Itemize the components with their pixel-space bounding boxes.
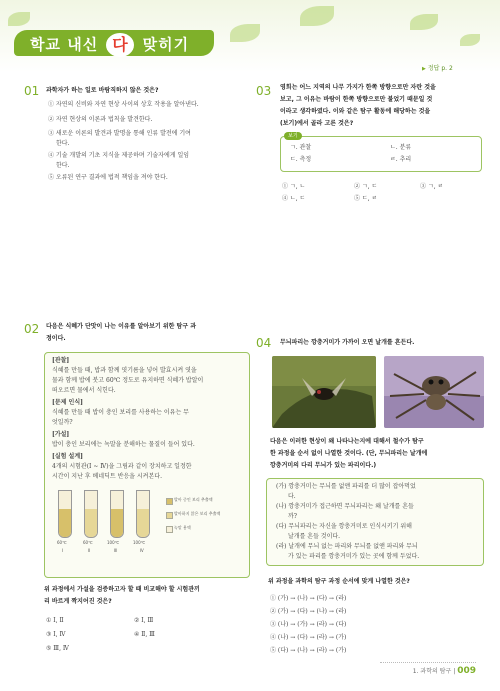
question-text-line: 이라고 생각하였다. 이와 같은 탐구 활동에 해당하는 것을 xyxy=(280,108,431,115)
question-number: 02 xyxy=(24,322,40,336)
option-5[interactable]: ⑤ ㄷ, ㄹ xyxy=(354,195,378,202)
tube-temp: 100℃ xyxy=(107,540,120,545)
box-line: [실험 설계] xyxy=(52,453,83,460)
spider-photo xyxy=(384,356,484,428)
legend-swatch xyxy=(166,512,173,519)
test-tube xyxy=(58,490,72,538)
option-5[interactable]: ⑤ (다) → (나) → (라) → (가) xyxy=(270,647,347,654)
question-number: 04 xyxy=(256,336,272,350)
title-suffix: 맞히기 xyxy=(142,35,190,54)
option-2[interactable]: ② (가) → (다) → (나) → (라) xyxy=(270,608,347,615)
option-3[interactable]: ③ 새로운 이론의 발견과 발명을 통해 인류 발전에 기여 xyxy=(48,130,191,137)
box-line: 엇일까? xyxy=(52,419,73,426)
box-line: (라) 날개에 무늬 없는 파리와 무늬를 없앤 파리와 무늬 xyxy=(276,543,418,550)
tube-temp: 100℃ xyxy=(133,540,146,545)
option-4[interactable]: ④ Ⅱ, Ⅲ xyxy=(134,631,155,638)
tube-temp: 60℃ xyxy=(57,540,67,545)
sub-question-line: 위 과정에서 가설을 검증하고자 할 때 비교해야 할 시험관끼 xyxy=(44,586,200,593)
description-line: 한 과정을 순서 없이 나열한 것이다. (단, 무늬파리는 날개에 xyxy=(270,450,428,457)
option-3[interactable]: ③ ㄱ, ㄹ xyxy=(420,183,444,190)
tube-id: Ⅳ xyxy=(140,548,144,553)
question-text-line: 영희는 어느 지역의 나무 가지가 한쪽 방향으로만 자란 것을 xyxy=(280,84,436,91)
box-line: 밥이 충인 보리에는 녹말을 분해하는 물질이 들어 있다. xyxy=(52,441,195,448)
question-text-line: 보고, 그 이유는 바람이 한쪽 방향으로만 불었기 때문일 것 xyxy=(280,96,433,103)
option-3[interactable]: ③ (나) → (가) → (라) → (다) xyxy=(270,621,347,628)
test-tube xyxy=(110,490,124,538)
bogi-item: ㄹ. 추리 xyxy=(390,156,412,163)
option-1[interactable]: ① 자연의 신비와 자연 현상 사이의 상호 작용을 알아낸다. xyxy=(48,101,199,108)
box-line: 4개의 시험관(Ⅰ ~ Ⅳ)을 그림과 같이 장치하고 일정한 xyxy=(52,463,192,470)
option-2[interactable]: ② 자연 현상의 이론과 법칙을 발견한다. xyxy=(48,116,153,123)
box-line: 날개를 흔들 것이다. xyxy=(288,533,341,540)
question-text-line: 다음은 식혜가 단맛이 나는 이유를 알아보기 위한 탐구 과 xyxy=(46,323,197,330)
fly-photo xyxy=(272,356,376,428)
bogi-label: 보기 xyxy=(284,132,302,140)
title-highlight: 다 xyxy=(106,33,134,57)
box-line: 가 있는 파리를 깡충거미가 있는 곳에 함께 두었다. xyxy=(288,553,420,560)
page-footer xyxy=(413,666,476,676)
answer-reference xyxy=(422,63,453,72)
option-4[interactable]: ④ ㄴ, ㄷ xyxy=(282,195,306,202)
tube-id: Ⅲ xyxy=(114,548,117,553)
triangle-icon: ▶ xyxy=(422,66,426,72)
test-tube xyxy=(84,490,98,538)
box-line: 식혜를 만들 때 밥이 충인 보리를 사용하는 이유는 무 xyxy=(52,409,189,416)
footer-separator: | xyxy=(453,668,456,675)
legend-label: 녹말 용액 xyxy=(174,525,191,530)
tube-temp: 60℃ xyxy=(83,540,93,545)
page-title xyxy=(30,33,189,57)
option-1[interactable]: ① ㄱ, ㄴ xyxy=(282,183,306,190)
option-1[interactable]: ① Ⅰ, Ⅱ xyxy=(46,617,64,624)
tube-id: Ⅱ xyxy=(88,548,90,553)
answer-reference-text: 정답 p. 2 xyxy=(427,65,453,72)
question-number: 03 xyxy=(256,84,272,98)
box-line: (나) 깡충거미가 접근하면 무늬파리는 왜 날개를 흔들 xyxy=(276,503,414,510)
footer-divider xyxy=(380,662,476,663)
legend-label: 발아 중인 보리 추출액 xyxy=(174,497,213,502)
bogi-item: ㄴ. 분류 xyxy=(390,144,412,151)
bogi-box xyxy=(280,136,482,172)
footer-section: 1. 과학의 탐구 xyxy=(412,668,452,675)
box-line: 물과 함께 밥에 붓고 60℃ 정도로 유지하면 식혜가 밥알이 xyxy=(52,377,204,384)
question-text: 무늬파리는 깡충거미가 가까이 오면 날개를 흔든다. xyxy=(280,339,415,346)
box-line: 시간이 지난 후 베네딕트 반응을 시켜본다. xyxy=(52,473,162,480)
page-number: 009 xyxy=(457,666,476,676)
option-1[interactable]: ① (가) → (나) → (다) → (라) xyxy=(270,595,347,602)
box-line: [가설] xyxy=(52,431,70,438)
bogi-item: ㄱ. 관찰 xyxy=(290,144,312,151)
question-text-line: 정이다. xyxy=(46,335,66,342)
title-prefix: 학교 내신 xyxy=(30,35,99,54)
legend-swatch xyxy=(166,498,173,505)
description-line: 깡충거미의 다리 무늬가 있는 파리이다.) xyxy=(270,462,377,469)
option-2[interactable]: ② Ⅰ, Ⅲ xyxy=(134,617,154,624)
option-3-cont: 한다. xyxy=(56,140,70,147)
option-5[interactable]: ⑤ Ⅲ, Ⅳ xyxy=(46,645,69,652)
tube-id: Ⅰ xyxy=(62,548,64,553)
option-4[interactable]: ④ (나) → (다) → (라) → (가) xyxy=(270,634,347,641)
option-4-cont: 한다. xyxy=(56,162,70,169)
option-2[interactable]: ② ㄱ, ㄷ xyxy=(354,183,378,190)
option-5[interactable]: ⑤ 오류된 연구 결과에 법적 책임을 져야 한다. xyxy=(48,174,168,181)
legend-label: 발아하지 않은 보리 추출액 xyxy=(174,511,221,516)
box-line: (가) 깡충거미는 무늬를 없앤 파리를 더 많이 잡아먹었 xyxy=(276,483,416,490)
legend-swatch xyxy=(166,526,173,533)
box-line: [관찰] xyxy=(52,357,70,364)
question-text: 과학자가 하는 일로 바람직하지 않은 것은? xyxy=(46,87,159,94)
box-line: 식혜를 만들 때, 밥과 함께 엿기름을 넣어 발효시켜 엿을 xyxy=(52,367,197,374)
test-tube xyxy=(136,490,150,538)
option-4[interactable]: ④ 기술 개발의 기초 지식을 제공하며 기술자에게 일임 xyxy=(48,152,190,159)
description-line: 다음은 이러한 현상이 왜 나타나는지에 대해서 철수가 탐구 xyxy=(270,438,424,445)
question-number: 01 xyxy=(24,84,40,98)
box-line: 까? xyxy=(288,513,298,520)
box-line: 다. xyxy=(288,493,296,500)
box-line: 떠오르면 물에서 식힌다. xyxy=(52,387,116,394)
box-line: (다) 무늬파리는 자신을 깡충거미로 인식시키기 위해 xyxy=(276,523,412,530)
option-3[interactable]: ③ Ⅰ, Ⅳ xyxy=(46,631,66,638)
sub-question: 위 과정을 과학의 탐구 과정 순서에 맞게 나열한 것은? xyxy=(268,578,410,585)
question-text-line: (보기)에서 골라 고른 것은? xyxy=(280,120,354,127)
bogi-item: ㄷ. 측정 xyxy=(290,156,312,163)
box-line: [문제 인식] xyxy=(52,399,83,406)
sub-question-line: 리 바르게 짝지어진 것은? xyxy=(44,598,112,605)
